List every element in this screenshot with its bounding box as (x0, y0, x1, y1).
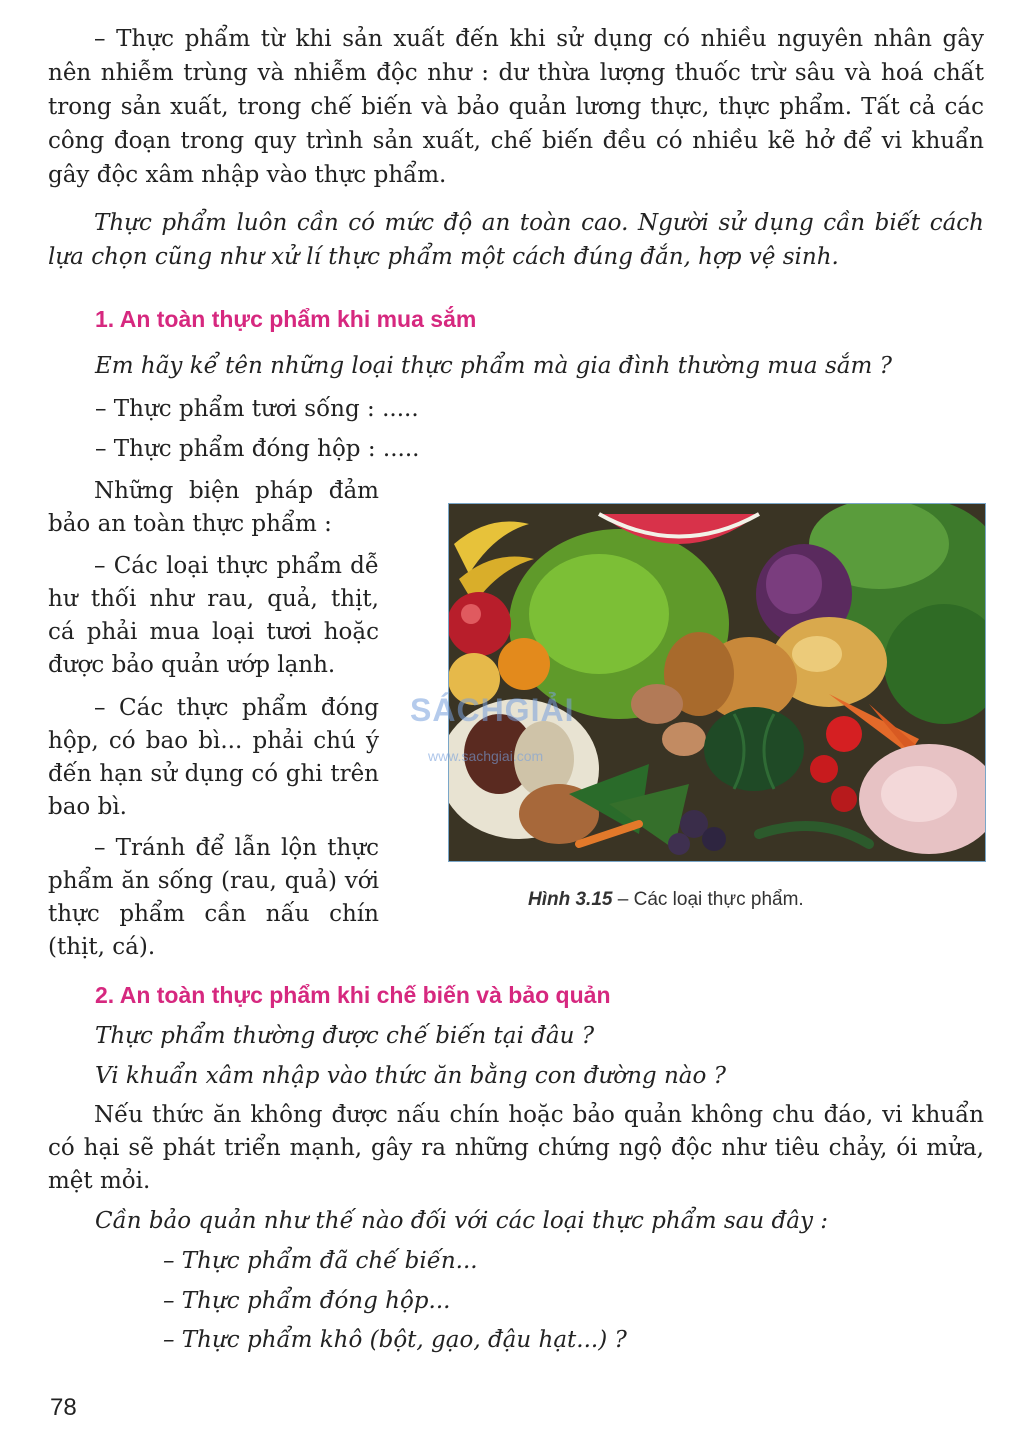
section-2-question-1: Thực phẩm thường được chế biến tại đâu ? (95, 1023, 595, 1049)
watermark-text: SÁCHGIẢI (410, 692, 575, 728)
storage-item-cooked: – Thực phẩm đã chế biến... (163, 1248, 478, 1274)
figure-caption-text: – Các loại thực phẩm. (612, 889, 804, 910)
watermark-url: www.sachgiai.com (428, 748, 544, 764)
section-2-heading: 2. An toàn thực phẩm khi chế biến và bảo quản (95, 982, 611, 1008)
section-1-question: Em hãy kể tên những loại thực phẩm mà gia đình thường mua sắm ? (95, 353, 892, 379)
measure-separate: – Tránh để lẫn lộn thực phẩm ăn sống (rau, quả) với thực phẩm cần nấu chín (thịt, cá). (48, 835, 379, 960)
section-1-item-canned: – Thực phẩm đóng hộp : ..... (95, 436, 420, 462)
section-1-item-fresh: – Thực phẩm tươi sống : ..... (95, 396, 419, 422)
storage-item-canned: – Thực phẩm đóng hộp... (163, 1288, 451, 1314)
figure-label: Hình 3.15 (528, 889, 613, 910)
measures-intro: Những biện pháp đảm bảo an toàn thực phẩm : (48, 478, 379, 537)
intro-paragraph-1: – Thực phẩm từ khi sản xuất đến khi sử dụng có nhiều nguyên nhân gây nên nhiễm trùng và nhiễm độc như : dư thừa lượng thuốc trừ sâu và hoá chất trong sản xuất, trong chế biến và bảo quản lương thực, thực phẩm. Tất cả các công đoạn trong quy trình sản xuất, chế biến đều có nhiều kẽ hở để vi khuẩn gây độc xâm nhập vào thực phẩm. (48, 26, 984, 188)
measure-perishable: – Các loại thực phẩm dễ hư thối như rau, quả, thịt, cá phải mua loại tươi hoặc được bảo quản ướp lạnh. (48, 553, 379, 678)
food-photo (448, 503, 986, 862)
food-illustration (449, 504, 985, 861)
page-number: 78 (50, 1394, 77, 1421)
section-1-heading: 1. An toàn thực phẩm khi mua sắm (95, 306, 477, 332)
intro-paragraph-2: Thực phẩm luôn cần có mức độ an toàn cao. Người sử dụng cần biết cách lựa chọn cũng như xử lí thực phẩm một cách đúng đắn, hợp vệ sinh. (48, 210, 984, 270)
section-2-question-3: Cần bảo quản như thế nào đối với các loại thực phẩm sau đây : (95, 1208, 829, 1234)
section-2-paragraph: Nếu thức ăn không được nấu chín hoặc bảo quản không chu đáo, vi khuẩn có hại sẽ phát triển mạnh, gây ra những chứng ngộ độc như tiêu chảy, ói mửa, mệt mỏi. (48, 1102, 984, 1194)
figure-caption (528, 886, 804, 914)
measure-packaged: – Các thực phẩm đóng hộp, có bao bì... phải chú ý đến hạn sử dụng có ghi trên bao bì. (48, 695, 379, 820)
storage-item-dry: – Thực phẩm khô (bột, gạo, đậu hạt...) ? (163, 1327, 627, 1353)
section-2-question-2: Vi khuẩn xâm nhập vào thức ăn bằng con đường nào ? (95, 1063, 726, 1089)
